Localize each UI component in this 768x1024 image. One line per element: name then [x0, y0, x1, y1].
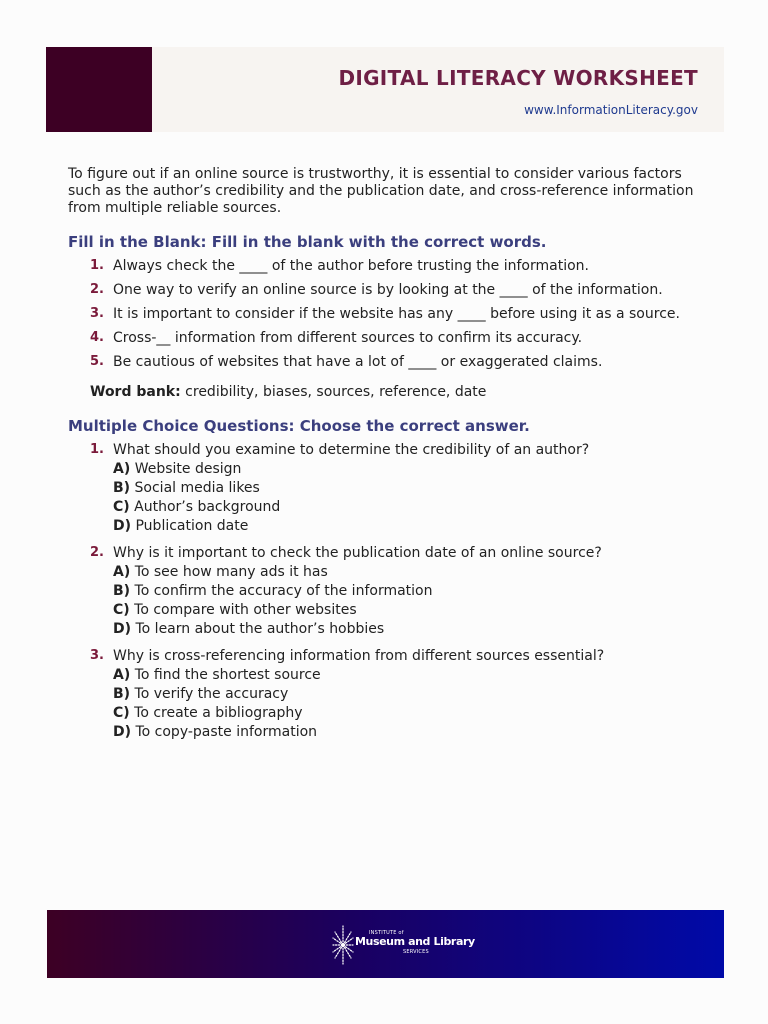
site-url-link[interactable]: www.InformationLiteracy.gov — [524, 103, 698, 117]
option-text: To compare with other websites — [134, 602, 357, 618]
mcq-question — [90, 647, 708, 742]
option-b — [113, 479, 708, 498]
option-text: Social media likes — [134, 480, 260, 496]
page-footer — [47, 910, 724, 978]
intro-paragraph: To figure out if an online source is trustworthy, it is essential to consider various factors such as the author’s credibility and the publication date, and cross-reference information from multiple reliable sources. — [68, 166, 694, 216]
mcq-question — [90, 441, 708, 536]
option-c — [113, 601, 708, 620]
option-a — [113, 563, 708, 582]
option-letter: A) — [113, 667, 131, 683]
option-text: To copy-paste information — [135, 724, 318, 740]
option-d — [113, 517, 708, 536]
option-b — [113, 685, 708, 704]
option-text: To create a bibliography — [134, 705, 303, 721]
header-color-block — [46, 47, 152, 132]
word-bank — [90, 383, 708, 401]
logo-main-text: Museum and Library — [355, 935, 475, 948]
item-text: Be cautious of websites that have a lot of ____ or exaggerated claims. — [113, 354, 603, 370]
item-number: 4. — [90, 330, 104, 345]
question-number: 2. — [90, 545, 104, 560]
question-text: What should you examine to determine the credibility of an author? — [113, 442, 590, 458]
option-text: To see how many ads it has — [134, 564, 328, 580]
option-letter: A) — [113, 564, 131, 580]
option-d — [113, 723, 708, 742]
mcq-question — [90, 544, 708, 639]
question-text: Why is cross-referencing information from different sources essential? — [113, 648, 605, 664]
logo-services-text: SERVICES — [403, 949, 429, 955]
item-text: Cross-__ information from different sources to confirm its accuracy. — [113, 330, 583, 346]
option-letter: A) — [113, 461, 131, 477]
fill-in-list — [68, 257, 708, 371]
question-number: 1. — [90, 442, 104, 457]
option-text: To learn about the author’s hobbies — [135, 621, 385, 637]
option-letter: B) — [113, 686, 131, 702]
item-number: 1. — [90, 258, 104, 273]
option-letter: B) — [113, 480, 131, 496]
mcq-list — [68, 441, 708, 742]
question-text: Why is it important to check the publication date of an online source? — [113, 545, 602, 561]
option-letter: C) — [113, 499, 130, 515]
option-letter: B) — [113, 583, 131, 599]
mcq-heading: Multiple Choice Questions: Choose the correct answer. — [68, 417, 530, 435]
option-text: To find the shortest source — [134, 667, 321, 683]
option-a — [113, 666, 708, 685]
option-c — [113, 498, 708, 517]
option-b — [113, 582, 708, 601]
item-text: Always check the ____ of the author before trusting the information. — [113, 258, 589, 274]
item-text: It is important to consider if the website has any ____ before using it as a source. — [113, 306, 680, 322]
fill-in-item — [90, 257, 708, 275]
option-letter: C) — [113, 705, 130, 721]
word-bank-label: Word bank: — [90, 384, 181, 400]
page-header — [46, 47, 724, 132]
starburst-icon — [331, 924, 355, 966]
option-text: Author’s background — [134, 499, 281, 515]
option-text: To confirm the accuracy of the information — [134, 583, 433, 599]
imls-logo — [331, 924, 475, 966]
item-text: One way to verify an online source is by looking at the ____ of the information. — [113, 282, 663, 298]
logo-institute-text: INSTITUTE of — [369, 930, 404, 936]
option-a — [113, 460, 708, 479]
fill-in-item — [90, 305, 708, 323]
item-number: 2. — [90, 282, 104, 297]
fill-in-heading: Fill in the Blank: Fill in the blank with the correct words. — [68, 233, 547, 251]
option-letter: D) — [113, 724, 132, 740]
option-text: To verify the accuracy — [134, 686, 289, 702]
item-number: 5. — [90, 354, 104, 369]
option-text: Publication date — [135, 518, 249, 534]
word-bank-words: credibility, biases, sources, reference, date — [185, 384, 487, 400]
item-number: 3. — [90, 306, 104, 321]
option-letter: D) — [113, 621, 132, 637]
option-letter: C) — [113, 602, 130, 618]
fill-in-item — [90, 353, 708, 371]
question-number: 3. — [90, 648, 104, 663]
option-c — [113, 704, 708, 723]
fill-in-item — [90, 281, 708, 299]
option-text: Website design — [134, 461, 242, 477]
fill-in-item — [90, 329, 708, 347]
option-letter: D) — [113, 518, 132, 534]
option-d — [113, 620, 708, 639]
worksheet-content — [68, 166, 708, 750]
page-title: DIGITAL LITERACY WORKSHEET — [338, 66, 698, 90]
